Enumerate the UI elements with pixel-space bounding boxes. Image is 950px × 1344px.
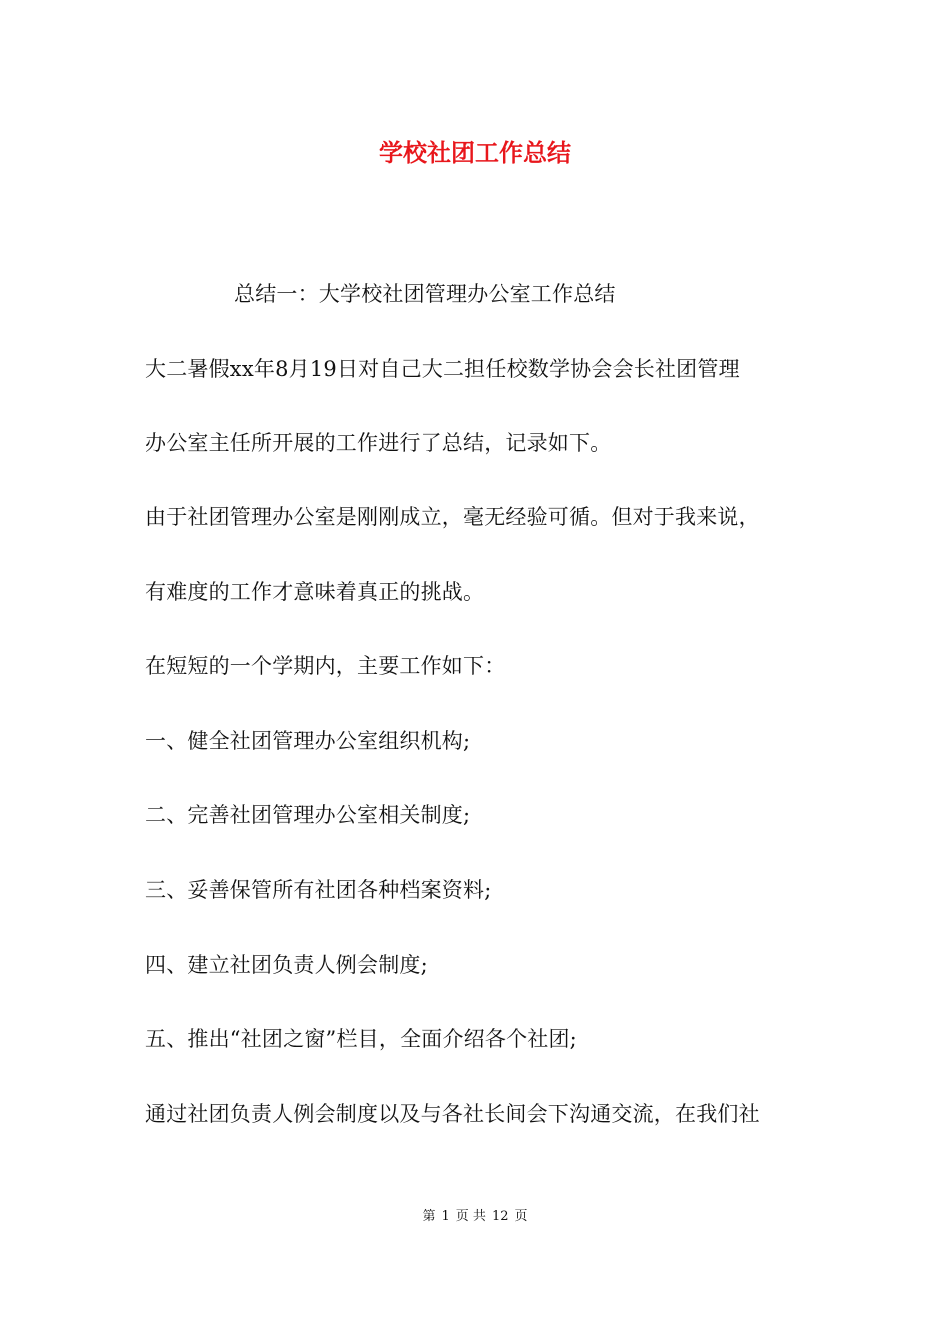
paragraph-line: 在短短的一个学期内，主要工作如下： (145, 654, 506, 678)
list-item: 二、完善社团管理办公室相关制度; (145, 803, 471, 827)
paragraph-line: 办公室主任所开展的工作进行了总结，记录如下。 (145, 431, 612, 455)
document-title: 学校社团工作总结 (379, 139, 571, 167)
list-item: 四、建立社团负责人例会制度; (145, 953, 428, 977)
section-heading: 总结一：大学校社团管理办公室工作总结 (234, 282, 616, 306)
footer-total-pages: 12 (491, 1209, 509, 1224)
paragraph-line: 有难度的工作才意味着真正的挑战。 (145, 580, 485, 604)
footer-page-number: 1 (441, 1209, 450, 1224)
paragraph-line: 由于社团管理办公室是刚刚成立，毫无经验可循。但对于我来说， (145, 505, 760, 529)
page-footer (0, 1208, 950, 1226)
footer-suffix: 页 (514, 1209, 528, 1224)
list-item: 一、健全社团管理办公室组织机构; (145, 729, 471, 753)
paragraph-line: 通过社团负责人例会制度以及与各社长间会下沟通交流，在我们社 (145, 1102, 760, 1126)
list-item: 五、推出“社团之窗”栏目，全面介绍各个社团; (145, 1027, 577, 1051)
footer-prefix: 第 (422, 1209, 436, 1224)
footer-mid: 页 共 (455, 1209, 486, 1224)
list-item: 三、妥善保管所有社团各种档案资料; (145, 878, 492, 902)
paragraph-line: 大二暑假xx年8月19日对自己大二担任校数学协会会长社团管理 (145, 357, 740, 381)
